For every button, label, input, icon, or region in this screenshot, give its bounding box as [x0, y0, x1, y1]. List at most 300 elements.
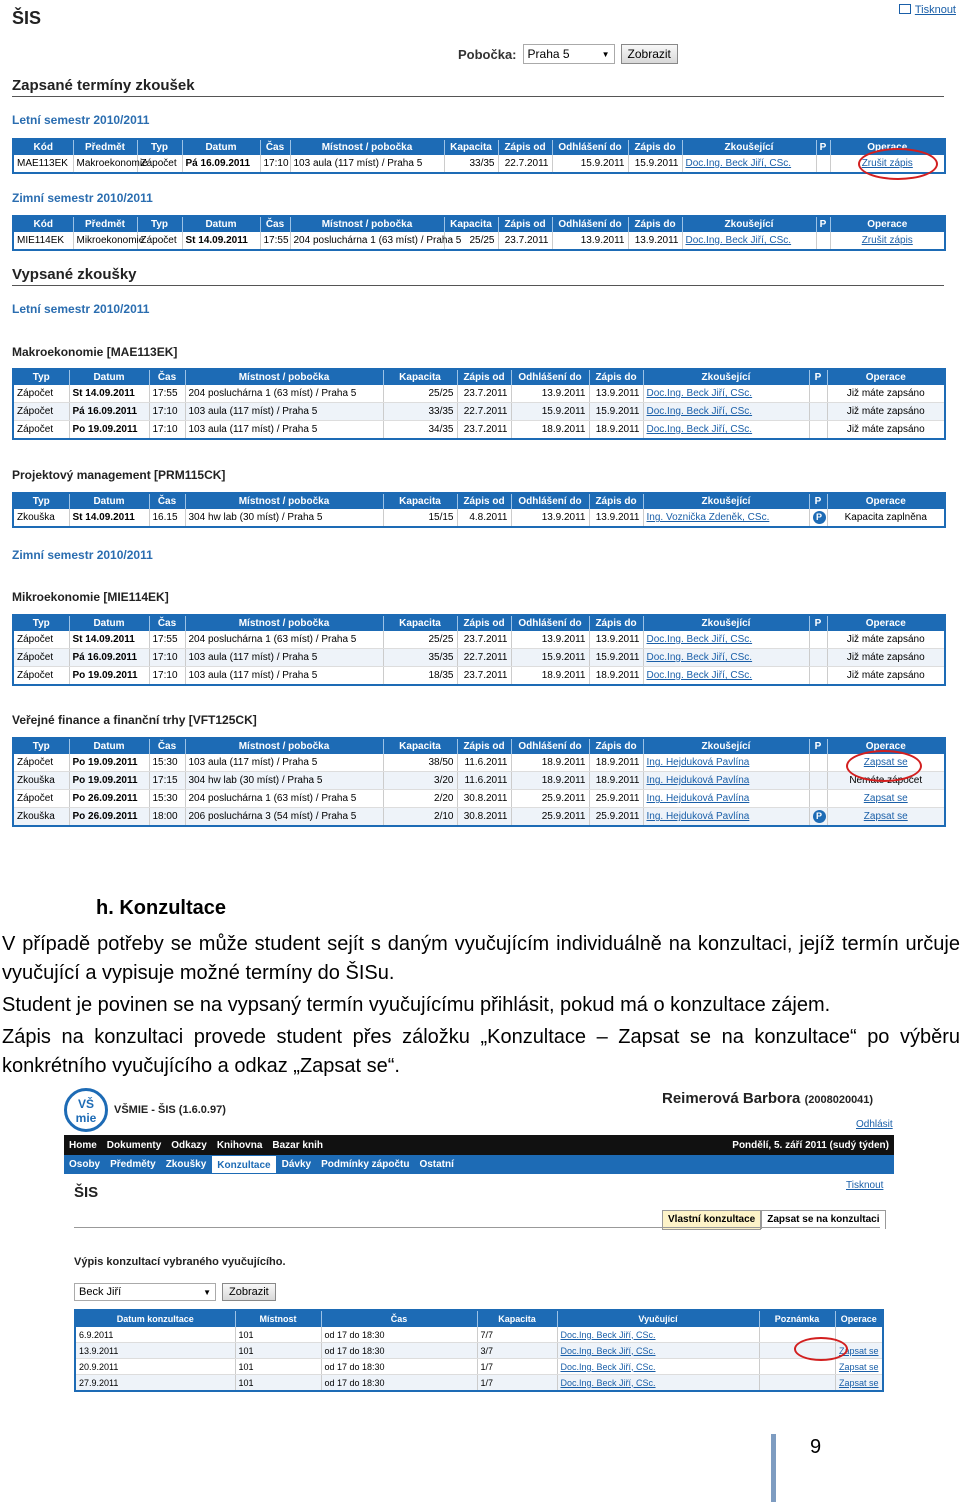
column-header: Zápis do	[628, 216, 682, 232]
table-cell: 13.9.2011	[75, 1343, 235, 1359]
column-header: Datum	[69, 493, 149, 509]
examiner-link[interactable]: Doc.Ing. Beck Jiří, CSc.	[685, 235, 792, 246]
show-button[interactable]: Zobrazit	[621, 44, 678, 64]
column-header: Datum konzultace	[75, 1310, 235, 1327]
column-header: Místnost	[235, 1310, 321, 1327]
nav-item-0[interactable]: Osoby	[69, 1159, 101, 1170]
table-cell	[809, 509, 827, 527]
course-title-mae113ek: Makroekonomie [MAE113EK]	[12, 345, 178, 359]
table-cell	[759, 1375, 835, 1392]
table-cell: 13.9.2011	[589, 509, 643, 527]
table-cell: Po 19.09.2011	[69, 667, 149, 686]
tab-register-consultation[interactable]: Zapsat se na konzultaci	[761, 1210, 885, 1229]
table-cell	[816, 232, 830, 250]
table-cell: Po 26.09.2011	[69, 790, 149, 808]
table-cell: Zápočet	[13, 631, 69, 649]
table-cell	[643, 667, 809, 686]
column-header: P	[809, 738, 827, 754]
table-cell: 18.9.2011	[511, 754, 589, 772]
action-link[interactable]: Zrušit zápis	[861, 158, 913, 169]
table-cell	[809, 808, 827, 827]
table-cell	[682, 155, 816, 173]
table-cell: 304 hw lab (30 míst) / Praha 5	[185, 509, 383, 527]
column-header: Odhlášení do	[552, 216, 628, 232]
table-cell: St 14.09.2011	[69, 385, 149, 403]
column-header: Odhlášení do	[511, 615, 589, 631]
table-row	[75, 1359, 883, 1375]
column-header: P	[809, 493, 827, 509]
column-header: Operace	[830, 139, 945, 155]
column-header: Typ	[13, 615, 69, 631]
winter-semester-label: Zimní semestr 2010/2011	[12, 191, 153, 205]
table-cell: 204 posluchárna 1 (63 míst) / Praha 5	[185, 790, 383, 808]
sis-logo: ŠIS	[12, 8, 42, 28]
chevron-down-icon: ▼	[601, 49, 610, 59]
table-cell: Zkouška	[13, 509, 69, 527]
print-label: Tisknout	[914, 4, 956, 16]
table-cell: 101	[235, 1375, 321, 1392]
table-row	[13, 631, 945, 649]
column-header: Kapacita	[383, 738, 457, 754]
column-header: Čas	[260, 216, 290, 232]
table-cell	[643, 790, 809, 808]
user-full-name: Reimerová Barbora	[662, 1090, 801, 1107]
column-header: Předmět	[73, 139, 137, 155]
table-cell	[682, 232, 816, 250]
examiner-link[interactable]: Ing. Hejduková Pavlína	[646, 757, 750, 768]
table-cell: 15:30	[149, 790, 185, 808]
table-cell: Zkouška	[13, 808, 69, 827]
table-cell: Po 19.09.2011	[69, 421, 149, 440]
table-cell: 15/15	[383, 509, 457, 527]
column-header: Typ	[13, 369, 69, 385]
table-cell: St 14.09.2011	[69, 631, 149, 649]
table-cell: Zápočet	[13, 754, 69, 772]
table-cell: 101	[235, 1359, 321, 1375]
examiner-link[interactable]: Doc.Ing. Beck Jiří, CSc.	[646, 388, 753, 399]
table-cell	[809, 667, 827, 686]
table-cell: Zápočet	[13, 421, 69, 440]
column-header: Zápis do	[589, 369, 643, 385]
examiner-link[interactable]: Doc.Ing. Beck Jiří, CSc.	[646, 652, 753, 663]
table-cell: Zápočet	[13, 385, 69, 403]
table-cell: 17:55	[149, 631, 185, 649]
column-header: Datum	[69, 738, 149, 754]
table-cell: 18:00	[149, 808, 185, 827]
table-cell: Kapacita zaplněna	[827, 509, 945, 527]
column-header: Zápis od	[457, 369, 511, 385]
table-cell: 17:10	[260, 155, 290, 173]
table-cell: 2/20	[383, 790, 457, 808]
course-title-mie114ek: Mikroekonomie [MIE114EK]	[12, 590, 169, 604]
table-cell	[557, 1375, 759, 1392]
table-cell	[643, 808, 809, 827]
table-cell	[809, 385, 827, 403]
table-cell: 23.7.2011	[498, 232, 552, 250]
action-link[interactable]: Zapsat se	[838, 1345, 879, 1356]
table-cell: 101	[235, 1343, 321, 1359]
table-cell	[809, 421, 827, 440]
nav-item-4[interactable]: Dávky	[281, 1159, 312, 1170]
table-cell: 304 hw lab (30 míst) / Praha 5	[185, 772, 383, 790]
table-cell: od 17 do 18:30	[321, 1327, 477, 1343]
column-header: Typ	[137, 139, 182, 155]
table-cell: 17:10	[149, 421, 185, 440]
column-header: Kapacita	[383, 493, 457, 509]
column-header: Čas	[149, 369, 185, 385]
table-cell: 7/7	[477, 1327, 557, 1343]
column-header: Datum	[182, 139, 260, 155]
table-cell: 25/25	[383, 631, 457, 649]
column-header: Odhlášení do	[511, 369, 589, 385]
column-header: Kapacita	[444, 139, 498, 155]
table-cell: 17:55	[149, 385, 185, 403]
column-header: Vyučující	[557, 1310, 759, 1327]
examiner-link[interactable]: Doc.Ing. Beck Jiří, CSc.	[685, 158, 792, 169]
action-link[interactable]: Zapsat se	[863, 757, 908, 768]
examiner-link[interactable]: Doc.Ing. Beck Jiří, CSc.	[646, 670, 753, 681]
action-link[interactable]: Zapsat se	[838, 1361, 879, 1372]
action-link[interactable]: Zapsat se	[863, 811, 908, 822]
column-header: P	[809, 615, 827, 631]
examiner-link[interactable]: Doc.Ing. Beck Jiří, CSc.	[646, 424, 753, 435]
column-header: P	[809, 369, 827, 385]
column-header: Zápis od	[498, 139, 552, 155]
divider	[74, 1227, 880, 1228]
branch-select[interactable]	[523, 44, 615, 64]
top-nav	[64, 1135, 894, 1155]
registered-winter-table	[12, 215, 946, 251]
table-cell: Již máte zapsáno	[827, 385, 945, 403]
table-cell: 15.9.2011	[589, 403, 643, 421]
course-table-mie114ek	[12, 614, 946, 686]
table-cell	[643, 509, 809, 527]
table-cell: 13.9.2011	[628, 232, 682, 250]
table-cell: Již máte zapsáno	[827, 403, 945, 421]
nav-item-3[interactable]: Knihovna	[216, 1139, 263, 1151]
p-badge-icon: P	[813, 511, 826, 524]
table-cell: 3/7	[477, 1343, 557, 1359]
table-cell: Po 19.09.2011	[69, 754, 149, 772]
table-cell: od 17 do 18:30	[321, 1359, 477, 1375]
table-cell: MIE114EK	[13, 232, 73, 250]
table-cell: 23.7.2011	[457, 667, 511, 686]
print-link-2[interactable]: Tisknout	[846, 1180, 884, 1191]
column-header: Typ	[13, 738, 69, 754]
examiner-link[interactable]: Doc.Ing. Beck Jiří, CSc.	[646, 634, 753, 645]
column-header: Odhlášení do	[552, 139, 628, 155]
table-cell	[835, 1359, 883, 1375]
teacher-picker	[74, 1283, 276, 1301]
table-cell: 11.6.2011	[457, 772, 511, 790]
p-badge-icon: P	[813, 810, 826, 823]
table-cell: 18.9.2011	[511, 772, 589, 790]
examiner-link[interactable]: Doc.Ing. Beck Jiří, CSc.	[560, 1377, 656, 1388]
table-cell: 18.9.2011	[589, 772, 643, 790]
table-cell: od 17 do 18:30	[321, 1375, 477, 1392]
table-cell: 34/35	[383, 421, 457, 440]
column-header: Místnost / pobočka	[290, 216, 444, 232]
table-row	[13, 754, 945, 772]
table-row	[13, 667, 945, 686]
table-cell: Zápočet	[13, 403, 69, 421]
table-cell: 17:10	[149, 667, 185, 686]
column-header: Datum	[69, 615, 149, 631]
column-header: Předmět	[73, 216, 137, 232]
action-link[interactable]: Zapsat se	[838, 1377, 879, 1388]
table-cell: 25.9.2011	[511, 808, 589, 827]
examiner-link[interactable]: Doc.Ing. Beck Jiří, CSc.	[560, 1361, 656, 1372]
column-header: Zkoušející	[682, 139, 816, 155]
table-cell	[643, 421, 809, 440]
table-cell	[759, 1343, 835, 1359]
column-header: Místnost / pobočka	[185, 493, 383, 509]
nav-item-2[interactable]: Zkoušky	[165, 1159, 207, 1170]
table-cell: St 14.09.2011	[182, 232, 260, 250]
column-header: Poznámka	[759, 1310, 835, 1327]
column-header: Čas	[149, 738, 185, 754]
column-header: Čas	[149, 615, 185, 631]
table-cell: 17:15	[149, 772, 185, 790]
table-cell: Pá 16.09.2011	[69, 649, 149, 667]
table-cell: 17:10	[149, 403, 185, 421]
table-row	[75, 1343, 883, 1359]
table-cell: 13.9.2011	[589, 385, 643, 403]
nav-item-2[interactable]: Odkazy	[171, 1139, 207, 1151]
table-cell: 18.9.2011	[511, 667, 589, 686]
table-row	[13, 232, 945, 250]
table-cell: 23.7.2011	[457, 385, 511, 403]
column-header: Operace	[827, 493, 945, 509]
table-cell: Zápočet	[13, 667, 69, 686]
table-cell: Mikroekonomie	[73, 232, 137, 250]
nav-item-1[interactable]: Předměty	[110, 1159, 156, 1170]
table-cell: St 14.09.2011	[69, 509, 149, 527]
column-header: Typ	[13, 493, 69, 509]
user-id: (2008020041)	[804, 1094, 874, 1106]
section-heading: h. Konzultace	[96, 897, 227, 919]
examiner-link[interactable]: Ing. Hejduková Pavlína	[646, 793, 750, 804]
table-row	[13, 385, 945, 403]
logout-link[interactable]: Odhlásit	[856, 1119, 893, 1130]
registered-summer-table	[12, 138, 946, 174]
table-cell	[643, 754, 809, 772]
table-cell: 6.9.2011	[75, 1327, 235, 1343]
column-header: Operace	[830, 216, 945, 232]
vsmie-logo: VŠ mie	[64, 1088, 108, 1132]
table-cell: 15.9.2011	[511, 649, 589, 667]
table-cell: Zkouška	[13, 772, 69, 790]
table-row	[13, 772, 945, 790]
app-title: VŠMIE - ŠIS (1.6.0.97)	[114, 1104, 226, 1116]
teacher-value: Beck Jiří	[79, 1286, 122, 1298]
table-cell: od 17 do 18:30	[321, 1343, 477, 1359]
column-header: Zkoušející	[643, 493, 809, 509]
chevron-down-icon: ▼	[203, 1287, 211, 1297]
column-header: Zápis do	[589, 493, 643, 509]
current-date: Pondělí, 5. září 2011 (sudý týden)	[732, 1139, 889, 1151]
nav-item-3[interactable]: Konzultace	[211, 1155, 276, 1174]
listed-summer-label: Letní semestr 2010/2011	[12, 302, 150, 316]
table-cell: 13.9.2011	[511, 631, 589, 649]
column-header: Zkoušející	[643, 369, 809, 385]
column-header: Místnost / pobočka	[185, 615, 383, 631]
table-row	[13, 790, 945, 808]
paragraph-2: Student je povinen se na vypsaný termín vyučujícímu přihlásit, pokud má o konzultace zájem.	[2, 994, 831, 1016]
table-cell: 13.9.2011	[589, 631, 643, 649]
table-cell: Již máte zapsáno	[827, 421, 945, 440]
table-cell: Zápočet	[13, 790, 69, 808]
table-cell: 25.9.2011	[589, 790, 643, 808]
table-cell	[809, 790, 827, 808]
column-header: Datum	[69, 369, 149, 385]
table-cell	[809, 754, 827, 772]
column-header: Zápis do	[589, 615, 643, 631]
column-header: Zápis do	[628, 139, 682, 155]
table-cell: Již máte zapsáno	[827, 667, 945, 686]
table-cell: Zápočet	[13, 649, 69, 667]
table-cell: 33/35	[444, 155, 498, 173]
column-header: Kapacita	[477, 1310, 557, 1327]
table-cell: 18.9.2011	[511, 421, 589, 440]
sis-heading: ŠIS	[74, 1184, 99, 1201]
table-row	[13, 808, 945, 827]
column-header: Místnost / pobočka	[185, 738, 383, 754]
table-row	[13, 649, 945, 667]
column-header: Zkoušející	[643, 738, 809, 754]
table-cell	[816, 155, 830, 173]
paragraph-1: V případě potřeby se může student sejít s daným vyučujícím individuálně na konzultaci, jejíž termín určuje vyučující a vypisuje možné termíny do ŠISu.	[2, 933, 960, 984]
table-cell: 15.9.2011	[552, 155, 628, 173]
table-cell: 15.9.2011	[589, 649, 643, 667]
teacher-select[interactable]	[74, 1283, 216, 1301]
listed-winter-label: Zimní semestr 2010/2011	[12, 548, 153, 562]
column-header: P	[816, 139, 830, 155]
table-cell	[759, 1359, 835, 1375]
nav-item-4[interactable]: Bazar knih	[272, 1139, 323, 1151]
consultations-table	[74, 1309, 884, 1392]
table-cell: 204 posluchárna 1 (63 míst) / Praha 5	[290, 232, 444, 250]
show-button-2[interactable]: Zobrazit	[222, 1283, 276, 1301]
table-cell: 30.8.2011	[457, 808, 511, 827]
nav-item-5[interactable]: Podmínky zápočtu	[321, 1159, 410, 1170]
table-cell: Po 19.09.2011	[69, 772, 149, 790]
table-cell	[809, 631, 827, 649]
table-cell: 204 posluchárna 1 (63 míst) / Praha 5	[185, 385, 383, 403]
table-cell	[557, 1343, 759, 1359]
column-header: Zápis od	[457, 738, 511, 754]
table-cell	[830, 232, 945, 250]
examiner-link[interactable]: Doc.Ing. Beck Jiří, CSc.	[560, 1345, 656, 1356]
table-cell: 103 aula (117 míst) / Praha 5	[290, 155, 444, 173]
table-cell: Makroekonomie	[73, 155, 137, 173]
action-link[interactable]: Zrušit zápis	[861, 235, 913, 246]
column-header: Operace	[835, 1310, 883, 1327]
table-cell: 33/35	[383, 403, 457, 421]
examiner-link[interactable]: Ing. Hejduková Pavlína	[646, 775, 750, 786]
user-name	[662, 1090, 873, 1107]
table-cell	[827, 754, 945, 772]
table-cell: 3/20	[383, 772, 457, 790]
table-cell: 35/35	[383, 649, 457, 667]
table-cell	[643, 403, 809, 421]
table-cell	[827, 808, 945, 827]
nav-item-0[interactable]: Home	[69, 1139, 97, 1151]
summer-semester-label: Letní semestr 2010/2011	[12, 113, 150, 127]
table-cell: 25/25	[444, 232, 498, 250]
table-cell: Zápočet	[137, 155, 182, 173]
course-table-mae113ek	[12, 368, 946, 440]
branch-value: Praha 5	[527, 47, 570, 61]
column-header: P	[816, 216, 830, 232]
examiner-link[interactable]: Ing. Hejduková Pavlína	[646, 811, 750, 822]
table-cell: Již máte zapsáno	[827, 649, 945, 667]
action-link[interactable]: Zapsat se	[863, 793, 908, 804]
examiner-link[interactable]: Doc.Ing. Beck Jiří, CSc.	[560, 1329, 656, 1340]
page-edge-bar	[771, 1434, 776, 1502]
table-cell	[643, 649, 809, 667]
table-cell: 2/10	[383, 808, 457, 827]
column-header: Odhlášení do	[511, 738, 589, 754]
table-cell: Nemáte zápočet	[827, 772, 945, 790]
table-cell: 23.7.2011	[457, 631, 511, 649]
main-nav	[64, 1155, 894, 1174]
table-cell: 103 aula (117 míst) / Praha 5	[185, 649, 383, 667]
table-cell: 13.9.2011	[552, 232, 628, 250]
examiner-link[interactable]: Doc.Ing. Beck Jiří, CSc.	[646, 406, 753, 417]
table-cell: 22.7.2011	[498, 155, 552, 173]
print-link[interactable]	[899, 4, 956, 16]
table-cell: 103 aula (117 míst) / Praha 5	[185, 754, 383, 772]
column-header: Kapacita	[383, 615, 457, 631]
listed-exams-title: Vypsané zkoušky	[12, 266, 944, 286]
table-cell: 18.9.2011	[589, 754, 643, 772]
column-header: Kód	[13, 216, 73, 232]
table-cell: 204 posluchárna 1 (63 míst) / Praha 5	[185, 631, 383, 649]
table-cell	[557, 1359, 759, 1375]
table-cell: 1/7	[477, 1375, 557, 1392]
table-cell	[830, 155, 945, 173]
table-cell	[643, 772, 809, 790]
table-row	[13, 509, 945, 527]
column-header: Čas	[149, 493, 185, 509]
table-cell: 25.9.2011	[511, 790, 589, 808]
table-cell: 15:30	[149, 754, 185, 772]
examiner-link[interactable]: Ing. Voznička Zdeněk, CSc.	[646, 512, 770, 523]
column-header: Místnost / pobočka	[290, 139, 444, 155]
table-cell: 17:10	[149, 649, 185, 667]
table-cell	[827, 790, 945, 808]
table-cell: Již máte zapsáno	[827, 631, 945, 649]
table-cell: 30.8.2011	[457, 790, 511, 808]
table-cell	[835, 1375, 883, 1392]
column-header: Zkoušející	[682, 216, 816, 232]
nav-item-1[interactable]: Dokumenty	[106, 1139, 162, 1151]
page-number: 9	[810, 1436, 822, 1458]
tab-own-consultations[interactable]: Vlastní konzultace	[662, 1210, 761, 1230]
course-table-vft125ck	[12, 737, 946, 827]
table-cell: 22.7.2011	[457, 649, 511, 667]
branch-label: Pobočka:	[458, 46, 517, 62]
column-header: Kód	[13, 139, 73, 155]
nav-item-6[interactable]: Ostatní	[419, 1159, 454, 1170]
table-cell: 18/35	[383, 667, 457, 686]
printer-icon	[899, 4, 911, 14]
column-header: Zápis do	[589, 738, 643, 754]
table-cell: 25.9.2011	[589, 808, 643, 827]
table-cell: 20.9.2011	[75, 1359, 235, 1375]
column-header: Operace	[827, 369, 945, 385]
